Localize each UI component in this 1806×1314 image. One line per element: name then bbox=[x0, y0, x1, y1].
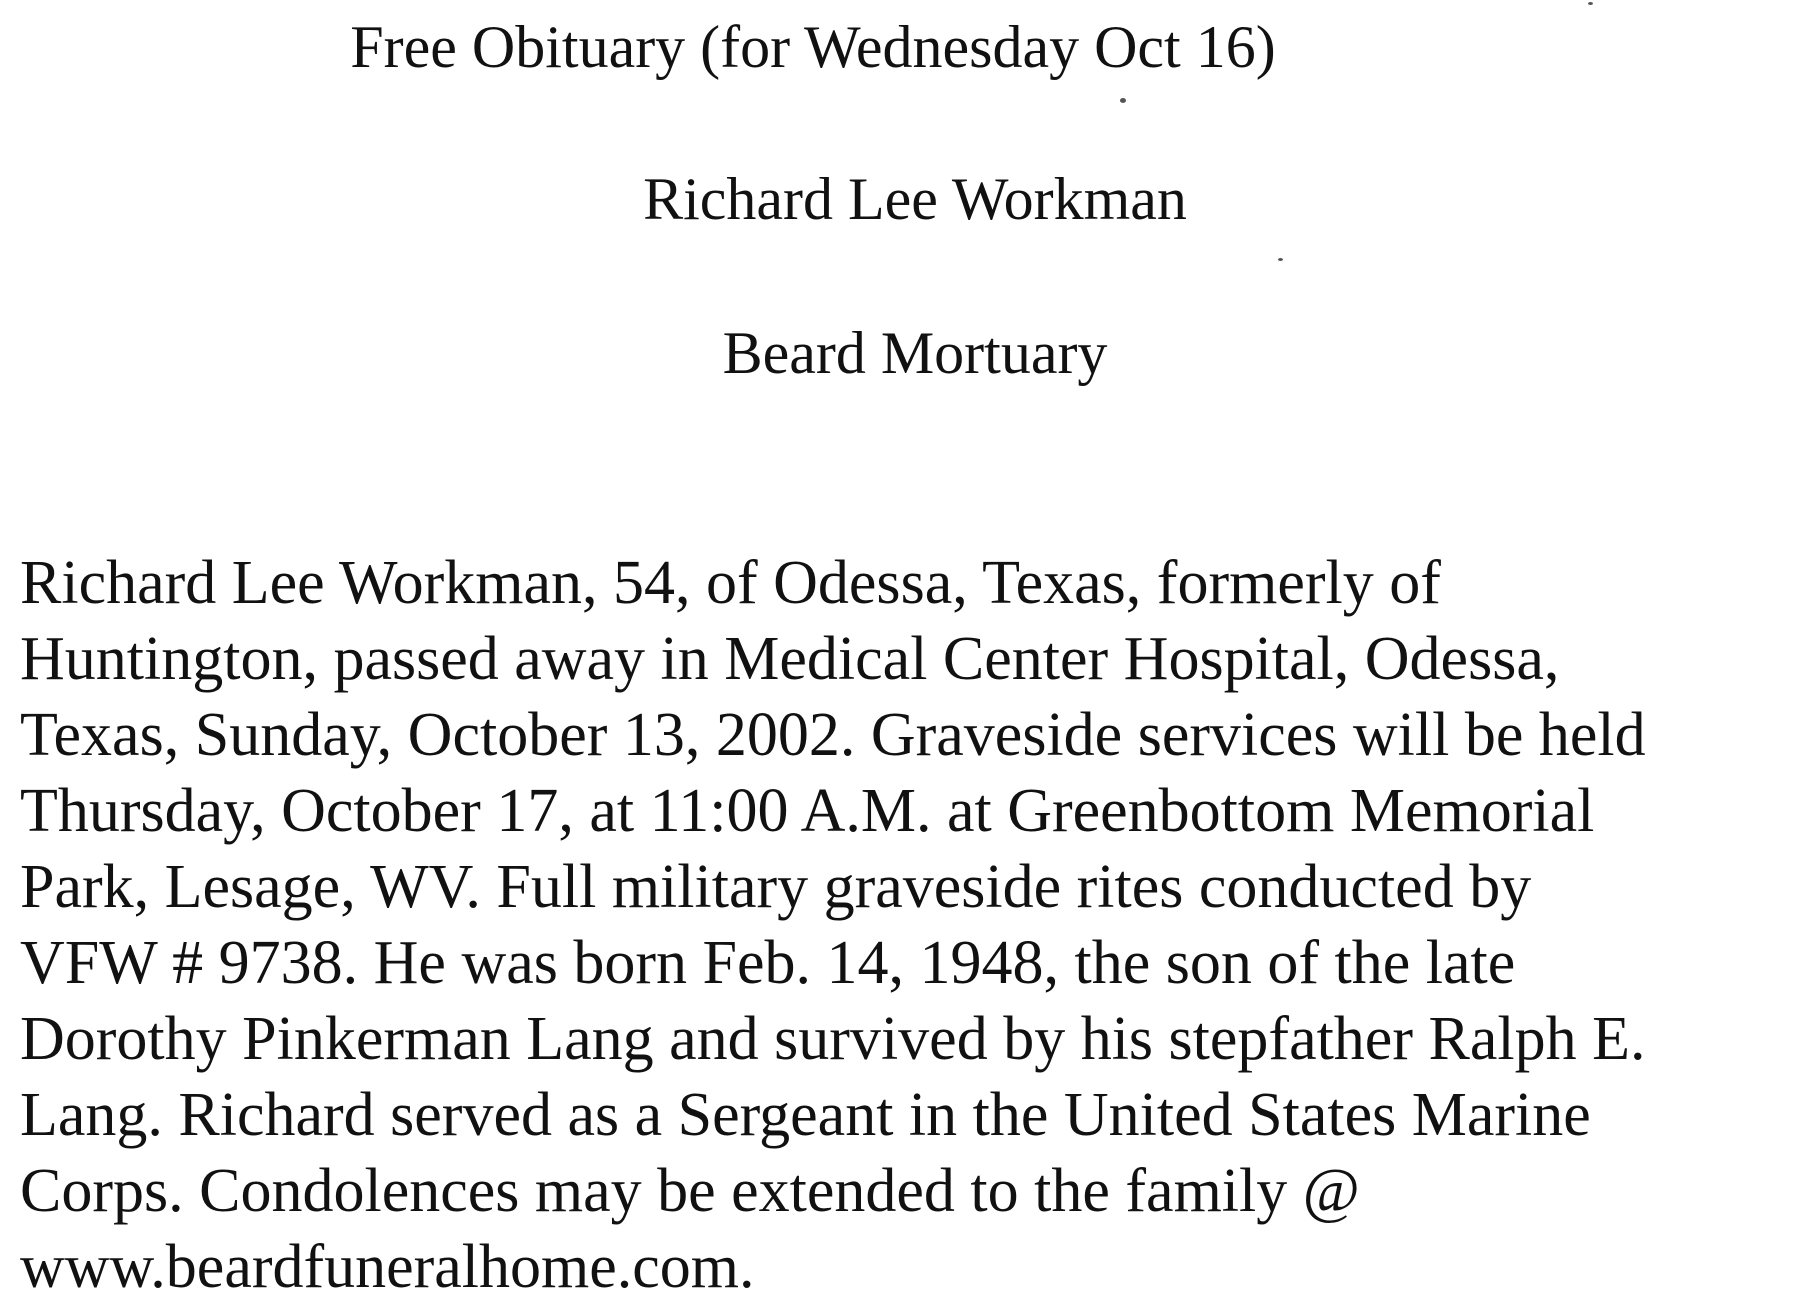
obituary-title: Free Obituary (for Wednesday Oct 16) bbox=[350, 14, 1276, 80]
body-line: Huntington, passed away in Medical Center Hospital, Odessa, bbox=[20, 625, 1560, 693]
body-line: Richard Lee Workman, 54, of Odessa, Texas, formerly of bbox=[20, 549, 1441, 617]
body-line: Park, Lesage, WV. Full military graveside rites conducted by bbox=[20, 853, 1532, 921]
body-line: Corps. Condolences may be extended to the family @ bbox=[20, 1157, 1360, 1225]
scan-speck bbox=[1278, 258, 1283, 261]
deceased-name: Richard Lee Workman bbox=[643, 166, 1187, 232]
body-line: Texas, Sunday, October 13, 2002. Graveside services will be held bbox=[20, 701, 1646, 769]
body-line: www.beardfuneralhome.com. bbox=[20, 1233, 755, 1301]
body-line: Dorothy Pinkerman Lang and survived by his stepfather Ralph E. bbox=[20, 1005, 1646, 1073]
scan-speck bbox=[1588, 2, 1593, 5]
obituary-body bbox=[20, 545, 1800, 1305]
body-line: VFW # 9738. He was born Feb. 14, 1948, the son of the late bbox=[20, 929, 1516, 997]
body-line: Lang. Richard served as a Sergeant in the United States Marine bbox=[20, 1081, 1591, 1149]
body-line: Thursday, October 17, at 11:00 A.M. at Greenbottom Memorial bbox=[20, 777, 1595, 845]
mortuary-name: Beard Mortuary bbox=[722, 320, 1108, 386]
scan-speck bbox=[1120, 98, 1126, 103]
